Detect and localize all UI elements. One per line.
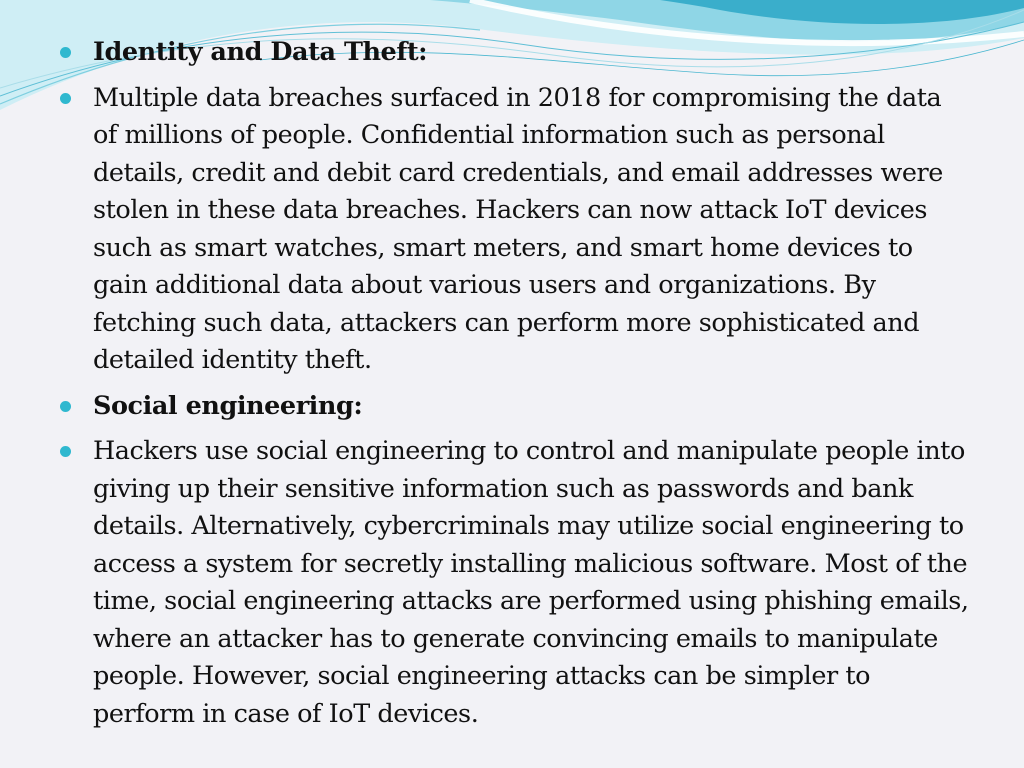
bullet-dot-icon — [60, 401, 71, 412]
bullet-dot-icon — [60, 93, 71, 104]
bullet-paragraph-data-breaches — [60, 80, 970, 380]
slide-body — [60, 34, 970, 741]
bullet-text: Hackers use social engineering to control and manipulate people into giving up their sensitive information such as passwords and bank details. Alternatively, cybercriminals may utilize social engineering to access a system for secretly installing malicious software. Most of the time, social engineering attacks are performed using phishing emails, where an attacker has to generate convincing emails to manipulate people. However, social engineering attacks can be simpler to perform in case of IoT devices. — [93, 436, 969, 729]
bullet-paragraph-social-engineering — [60, 433, 970, 733]
bullet-dot-icon — [60, 47, 71, 58]
bullet-heading-identity-theft — [60, 34, 970, 72]
bullet-text: Social engineering: — [93, 390, 363, 421]
bullet-heading-social-engineering — [60, 388, 970, 426]
bullet-dot-icon — [60, 446, 71, 457]
bullet-text: Identity and Data Theft: — [93, 37, 428, 67]
bullet-text: Multiple data breaches surfaced in 2018 for compromising the data of millions of people. Confidential information such as personal details, credit and debit card credentials, and email addresses were stolen in these data breaches. Hackers can now attack IoT devices such as smart watches, smart meters, and smart home devices to gain additional data about various users and organizations. By fetching such data, attackers can perform more sophisticated and detailed identity theft. — [93, 82, 943, 375]
